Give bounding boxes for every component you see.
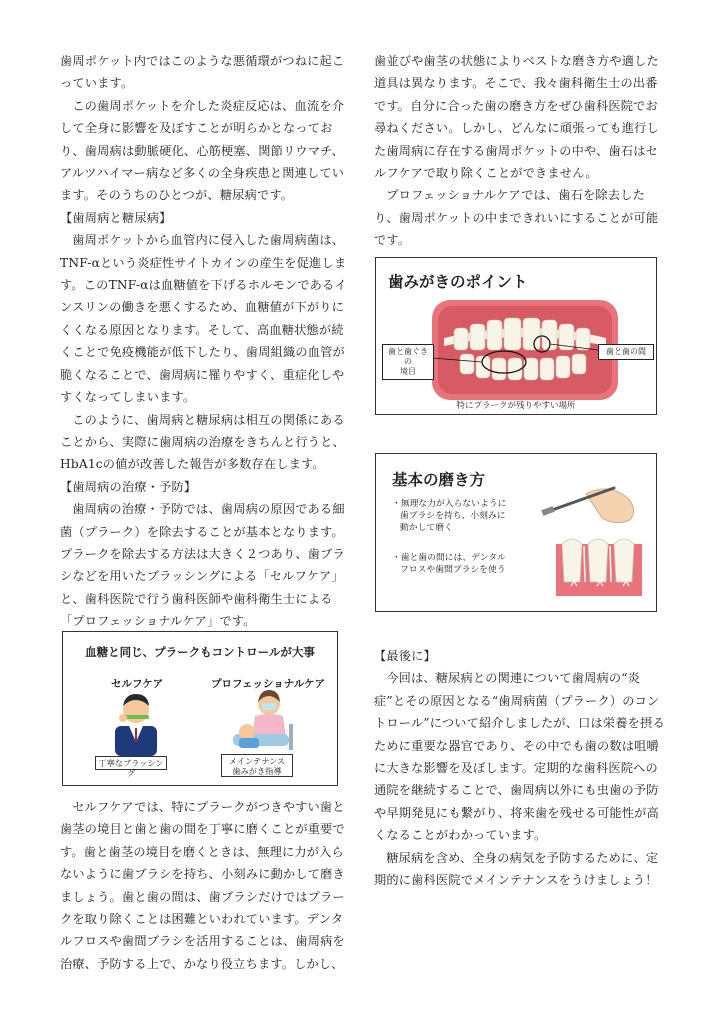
- paragraph: 歯周ポケット内ではこのような悪循環がつねに起こっています。: [60, 54, 345, 91]
- tag-gum-line: [382, 344, 434, 380]
- right-column-bottom: [374, 645, 666, 891]
- paragraph: このように、歯周病と糖尿病は相互の関係にあることから、実際に歯周病の治療をきちんと行うと、HbA1cの値が改善した報告が多数存在します。: [60, 412, 345, 472]
- paragraph: セルフケアでは、特にプラークがつきやすい歯と歯茎の境目と歯と歯の間を丁寧に磨くことが重要です。歯と歯茎の境目を磨くときは、無理に力が入らないように歯ブラシを持ち、小刻みに動かして磨きましょう。歯と歯の間は、歯ブラシだけではプラークを取り除くことは困難といわれています。デンタルフロスや歯間ブラシを活用することは、歯周病を治療、予防する上で、かなり役立ちます。しかし、: [60, 800, 345, 971]
- section-heading: 【最後に】: [374, 649, 436, 663]
- figure-title: 血糖と同じ、プラークもコントロールが大事: [85, 645, 315, 659]
- caption-line: 歯みがき指導: [232, 766, 282, 776]
- tip-line: ・無理な力が入らないように: [392, 499, 507, 509]
- paragraph: プロフェッショナルケアでは、歯石を除去したり、歯周ポケットの中まできれいにすることが可能です。: [374, 188, 659, 248]
- left-column-bottom: [60, 796, 352, 975]
- tip-line: ・歯と歯の間には、デンタル: [392, 553, 506, 563]
- right-column-top: [374, 50, 666, 252]
- tip-line: フロスや歯間ブラシを使う: [400, 565, 506, 575]
- tag-line: 歯と歯ぐきの: [388, 347, 428, 366]
- figure-caption: 特にプラークが残りやすい場所: [456, 401, 576, 411]
- figure-title: 基本の磨き方: [392, 471, 486, 489]
- paragraph: 歯並びや歯茎の状態によりベストな磨き方や適した道具は異なります。そこで、我々歯科衛生士の出番です。自分に合った歯の磨き方をぜひ歯科医院でお尋ねください。しかし、どんなに頑張っても進行した歯周病に存在する歯周ポケットの中や、歯石はセルフケアで取り除くことができません。: [374, 54, 659, 181]
- hand-toothbrush-icon: [541, 488, 633, 523]
- teeth-icon: [432, 300, 618, 400]
- tip-line: 動かして磨く: [400, 523, 453, 533]
- basic-brushing-figure: [375, 453, 657, 612]
- paragraph: この歯周ポケットを介した炎症反応は、血流を介して全身に影響を及ぼすことが明らかとなっており、歯周病は動脈硬化、心筋梗塞、関節リウマチ、アルツハイマー病など多くの全身疾患と関連しています。そのうちのひとつが、糖尿病です。: [60, 98, 345, 203]
- brushing-person-icon: [115, 694, 157, 756]
- pro-care-label: プロフェッショナルケア: [211, 678, 326, 690]
- dental-hygienist-icon: [233, 690, 293, 750]
- self-care-label: セルフケア: [111, 678, 164, 690]
- brushing-illustrations: [376, 454, 657, 612]
- section-heading: 【歯周病の治療・予防】: [60, 479, 197, 494]
- paragraph: 今回は、糖尿病との関連について歯周病の“炎症”とその原因となる“歯周病菌（プラーク）のコントロール”について紹介しましたが、口は栄養を摂るために重要な器官であり、その中でも歯の数は咀嚼に大きな影響を及ぼします。定期的な歯科医院への通院を継続することで、歯周病以外にも虫歯の予防や早期発見にも繋がり、将来歯を残せる可能性が高くなることがわかっています。: [374, 671, 665, 843]
- paragraph: 糖尿病を含め、全身の病気を予防するために、定期的に歯科医院でメインテナンスをうけましょう！: [374, 850, 659, 888]
- self-care-caption: 丁寧なブラッシング: [95, 756, 167, 770]
- caption-line: メインテナンス: [228, 756, 286, 766]
- paragraph: 歯周ポケットから血管内に侵入した歯周病菌は、TNF-αという炎症性サイトカインの産生を促進します。このTNF-αは血糖値を下げるホルモンであるインスリンの働きを悪くするため、血糖値が下がりにくくなる原因となります。そして、高血糖状態が続くことで免疫機能が低下したり、歯周組織の血管が脆くなることで、歯周病に罹りやすく、重症化しやすくなってしまいます。: [60, 233, 347, 405]
- pro-care-caption: [221, 754, 293, 777]
- left-column-top: [60, 50, 352, 633]
- tip-line: 歯ブラシを持ち、小刻みに: [400, 511, 506, 521]
- plaque-control-figure: [62, 631, 338, 786]
- tag-line: 境目: [400, 367, 416, 376]
- teeth-illustration: [376, 258, 657, 415]
- paragraph: 歯周病の治療・予防では、歯周病の原因である細菌（プラーク）を除去することが基本となります。プラークを除去する方法は大きく２つあり、歯ブラシなどを用いたブラッシングによる「セルフケア」と、歯科医院で行う歯科医師や歯科衛生士による「プロフェッショナルケア」です。: [60, 502, 345, 629]
- brushing-points-figure: [375, 257, 657, 415]
- tag-between-teeth: 歯と歯の間: [598, 344, 654, 360]
- figure-title: 歯みがきのポイント: [388, 273, 528, 291]
- interdental-teeth-icon: [556, 539, 642, 596]
- section-heading: 【歯周病と糖尿病】: [60, 210, 172, 225]
